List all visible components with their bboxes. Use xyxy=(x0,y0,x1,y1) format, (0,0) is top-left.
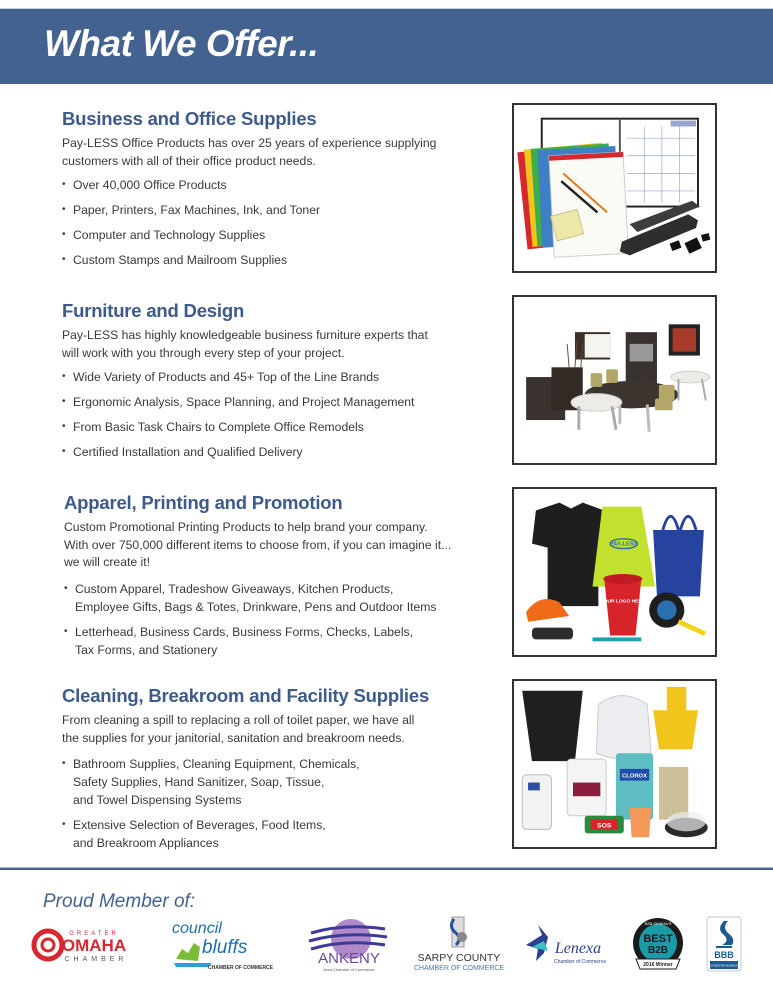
section-promotion xyxy=(64,492,464,666)
bullet-icon: • xyxy=(62,229,66,240)
list-item-text: Custom Apparel, Tradeshow Giveaways, Kitchen Products, xyxy=(75,581,394,596)
intro-line: With over 750,000 different items to choose from, if you can imagine it... xyxy=(64,537,452,552)
section-title: Cleaning, Breakroom and Facility Supplies xyxy=(62,685,430,706)
bullet-icon: • xyxy=(62,758,66,769)
section-cleaning xyxy=(62,685,462,859)
list-item-text: Certified Installation and Qualified Delivery xyxy=(73,445,303,459)
sarpy-county-logo xyxy=(408,915,510,975)
section-intro xyxy=(62,135,462,170)
list-item-text: Tax Forms, and Stationery xyxy=(75,642,218,657)
intro-line: customers with all of their office product needs. xyxy=(62,153,316,168)
office-furniture-illustration xyxy=(514,297,715,463)
logo-lenexa-chamber[interactable] xyxy=(522,915,612,975)
list-item xyxy=(64,623,464,659)
list-item-text: and Breakroom Appliances xyxy=(73,836,219,850)
cup-logo-label: YOUR LOGO HERE xyxy=(600,599,646,605)
ankeny-main-text: ANKENY xyxy=(318,950,380,967)
list-item-text: Over 40,000 Office Products xyxy=(73,178,227,192)
list-item-text: Bathroom Supplies, Cleaning Equipment, Chemicals, xyxy=(73,757,360,771)
list-item xyxy=(62,201,462,219)
b2b-text: B2B xyxy=(647,945,669,956)
bullet-icon: • xyxy=(64,625,68,637)
section-title: Furniture and Design xyxy=(62,300,245,321)
lenexa-sub-text: Chamber of Commerce xyxy=(554,959,606,965)
list-item-text: Paper, Printers, Fax Machines, Ink, and Toner xyxy=(73,203,321,217)
promotional-products-photo xyxy=(512,487,717,657)
logo-sarpy-county-chamber[interactable] xyxy=(408,915,510,975)
bullet-icon: • xyxy=(62,371,66,382)
list-item xyxy=(62,816,462,852)
intro-line: Pay-LESS Office Products has over 25 years of experience supplying xyxy=(62,136,437,150)
bullet-list xyxy=(64,580,464,659)
list-item xyxy=(62,393,462,411)
list-item-text: Letterhead, Business Cards, Business Forms, Checks, Labels, xyxy=(75,624,414,639)
bullet-icon: • xyxy=(62,254,66,265)
list-item xyxy=(64,580,464,616)
member-label: Proud Member of: xyxy=(43,891,196,912)
list-item-text: and Towel Dispensing Systems xyxy=(73,793,242,807)
list-item xyxy=(62,251,462,269)
wastebasket-icon xyxy=(522,691,583,761)
office-supplies-illustration xyxy=(514,105,715,271)
paper-towel-roll-icon xyxy=(659,767,688,820)
logo-best-of-b2b[interactable] xyxy=(630,915,686,975)
footer-divider xyxy=(0,867,773,870)
page-title: What We Offer... xyxy=(44,23,319,64)
tumbler-icon xyxy=(604,579,641,636)
scour-pad-label: SOS xyxy=(597,822,612,830)
pen-icon xyxy=(593,637,642,641)
list-item xyxy=(62,226,462,244)
list-item-text: Custom Stamps and Mailroom Supplies xyxy=(73,253,288,267)
bbb-sub-text: ACCREDITED BUSINESS xyxy=(708,964,740,968)
list-item xyxy=(62,755,462,809)
list-item-text: Computer and Technology Supplies xyxy=(73,228,266,242)
mop-bucket-icon xyxy=(653,710,698,749)
tote-bag-icon xyxy=(653,530,704,596)
intro-line: Pay-LESS has highly knowledgeable business furniture experts that xyxy=(62,328,428,342)
bullet-icon: • xyxy=(62,204,66,215)
list-item-text: Wide Variety of Products and 45+ Top of the Line Brands xyxy=(73,370,380,384)
logo-bbb-accredited[interactable] xyxy=(706,915,742,975)
section-furniture xyxy=(62,300,462,468)
list-item-text: Employee Gifts, Bags & Totes, Drinkware, Pens and Outdoor Items xyxy=(75,599,437,614)
section-intro xyxy=(64,519,464,572)
bullet-icon: • xyxy=(64,582,68,594)
council-text: council xyxy=(172,920,222,937)
bbb-badge xyxy=(706,915,742,975)
sarpy-sub-text: CHAMBER OF COMMERCE xyxy=(413,965,505,972)
bbb-main-text: BBB xyxy=(714,950,734,960)
council-bluffs-sub-text: CHAMBER OF COMMERCE xyxy=(208,965,273,971)
trash-bag-icon xyxy=(596,696,651,759)
bullet-icon: • xyxy=(62,421,66,432)
sarpy-main-text: SARPY COUNTY xyxy=(417,952,501,964)
intro-line: will work with you through every step of your project. xyxy=(62,345,345,360)
section-office-supplies xyxy=(62,108,462,276)
ankeny-sub-text: Area Chamber of Commerce xyxy=(323,967,375,972)
bullet-list xyxy=(62,176,462,269)
council-bluffs-logo xyxy=(168,915,288,975)
list-item xyxy=(62,368,462,386)
omaha-sub-text: CHAMBER xyxy=(64,956,128,963)
section-intro xyxy=(62,712,462,747)
promotional-products-illustration xyxy=(514,489,715,655)
logo-council-bluffs-chamber[interactable] xyxy=(168,915,288,975)
b2b-top-text: B2B OMAHA'S xyxy=(644,921,672,926)
bullet-icon: • xyxy=(62,819,66,830)
section-title: Apparel, Printing and Promotion xyxy=(64,492,343,513)
best-b2b-badge xyxy=(630,915,686,975)
bullet-icon: • xyxy=(62,179,66,190)
cleaning-supplies-illustration xyxy=(514,681,715,847)
intro-line: From cleaning a spill to replacing a roll of toilet paper, we have all xyxy=(62,713,415,727)
logo-ankeny-chamber[interactable] xyxy=(305,915,393,975)
intro-line: the supplies for your janitorial, sanitation and breakroom needs. xyxy=(62,730,405,745)
list-item-text: Ergonomic Analysis, Space Planning, and Project Management xyxy=(73,395,415,409)
bullet-list xyxy=(62,368,462,461)
page-header xyxy=(0,8,773,84)
office-furniture-photo xyxy=(512,295,717,465)
ankeny-logo xyxy=(305,915,393,975)
intro-line: we will create it! xyxy=(64,555,151,569)
bullet-icon: • xyxy=(62,396,66,407)
list-item xyxy=(62,418,462,436)
cleaning-supplies-photo xyxy=(512,679,717,849)
section-title: Business and Office Supplies xyxy=(62,108,317,129)
b2b-winner-text: 2016 Winner xyxy=(643,962,673,968)
list-item xyxy=(62,443,462,461)
list-item xyxy=(62,176,462,194)
omaha-chamber-logo xyxy=(30,915,145,975)
b2b-best-text: BEST xyxy=(643,933,673,945)
logo-greater-omaha-chamber[interactable] xyxy=(30,915,145,975)
list-item-text: Safety Supplies, Hand Sanitizer, Soap, Tissue, xyxy=(73,775,325,789)
wipes-brand-label: CLOROX xyxy=(622,773,648,780)
list-item-text: Extensive Selection of Beverages, Food Items, xyxy=(73,818,326,832)
office-supplies-photo xyxy=(512,103,717,273)
flashlight-icon xyxy=(532,628,573,640)
omaha-top-text: GREATER xyxy=(69,931,119,937)
cup-brand-label: PAY-LESS xyxy=(609,541,638,548)
hand-soap-icon xyxy=(630,808,651,837)
list-item-text: From Basic Task Chairs to Complete Office Remodels xyxy=(73,420,364,434)
bluffs-text: bluffs xyxy=(202,937,248,958)
lenexa-logo xyxy=(522,915,612,975)
intro-line: Custom Promotional Printing Products to help brand your company. xyxy=(64,520,428,534)
bullet-icon: • xyxy=(62,446,66,457)
lenexa-main-text: Lenexa xyxy=(554,940,602,957)
omaha-main-text: OMAHA xyxy=(61,936,127,955)
section-intro xyxy=(62,327,462,362)
bullet-list xyxy=(62,755,462,852)
